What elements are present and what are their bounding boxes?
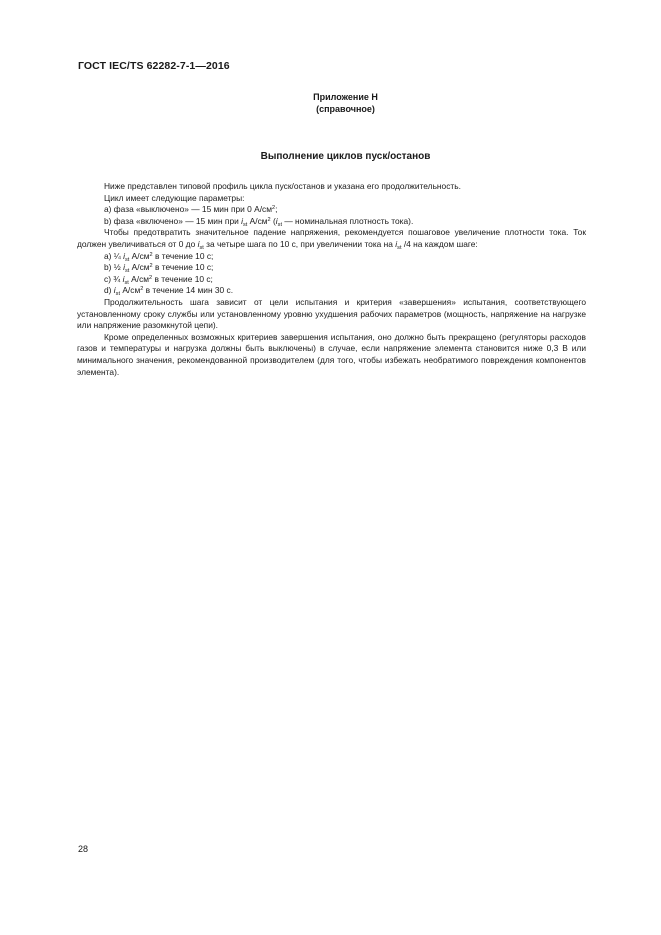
italic-symbol: i [122, 273, 125, 284]
subscript: st [397, 244, 402, 251]
text-run: Чтобы предотвратить значительное падение напряжения, рекомендуется пошаговое увеличение плотности тока. Ток должен увеличиваться от 0 до [77, 227, 586, 249]
text-run: за четыре шага по 10 с, при увеличении тока на [203, 238, 396, 249]
text-run: d) [104, 285, 114, 296]
text-run: c) ¾ [104, 273, 123, 284]
superscript: 2 [149, 263, 153, 270]
paragraph-step-duration: Продолжительность шага зависит от цели испытания и критерия «завершения» испытания, соответствующего установленному сроку службы или установленному уровню ухудшения рабочих параметров (мощность, напряжение на нагрузке или напряжение разомкнутой цепи). [77, 296, 586, 331]
text-run: b) фаза «включено» — 15 мин при [104, 215, 242, 226]
italic-symbol: i [395, 238, 398, 249]
annex-title: Приложение Н [313, 92, 378, 102]
italic-symbol: i [197, 238, 200, 249]
document-code: ГОСТ IEC/TS 62282-7-1—2016 [78, 60, 230, 72]
annex-heading [0, 91, 661, 115]
text-run: ; [275, 204, 278, 215]
text-run: А/см [129, 250, 150, 261]
italic-symbol: i [275, 215, 278, 226]
text-run: а) фаза «выключено» — 15 мин при 0 А/см [104, 204, 272, 215]
superscript: 2 [149, 251, 153, 258]
text-run: ( [270, 215, 276, 226]
paragraph-parameters: Цикл имеет следующие параметры: [104, 192, 245, 203]
text-run: b) ½ [104, 262, 124, 273]
section-title-block [0, 151, 661, 162]
list-item-step-c [77, 274, 586, 286]
paragraph-intro: Ниже представлен типовой профиль цикла пуск/останов и указана его продолжительность. [104, 181, 461, 191]
italic-symbol: i [241, 215, 243, 226]
page-number: 28 [78, 844, 89, 854]
italic-symbol: i [113, 285, 116, 296]
superscript: 2 [267, 216, 271, 223]
text-run: в течение 10 с; [152, 262, 214, 273]
text-run: А/см [128, 273, 150, 284]
text-run: А/см [129, 262, 150, 273]
document-body [77, 181, 586, 378]
superscript: 2 [140, 286, 144, 293]
text-run: в течение 14 мин 30 с. [143, 285, 234, 296]
text-run: /4 на каждом шаге: [401, 238, 478, 249]
subscript: st [124, 279, 129, 286]
text-run: а) ¼ [104, 250, 124, 261]
text-run: в течение 10 с; [152, 273, 213, 284]
list-item-phase-off [77, 204, 586, 216]
text-run: А/см [247, 215, 268, 226]
text-run: А/см [120, 285, 141, 296]
list-item-phase-on [77, 216, 586, 228]
italic-symbol: i [123, 262, 125, 273]
subscript: st [199, 244, 204, 251]
subscript: st [277, 221, 283, 228]
paragraph-termination: Кроме определенных возможных критериев завершения испытания, оно должно быть прекращено (регуляторы расходов газов и температуры и нагрузка должны быть выключены) в случае, если напряжение элемента становится ниже 0,3 В или минимального значения, рекомендованной производителем (для того, чтобы избежать необратимого повреждения компонентов элемента). [77, 331, 586, 377]
superscript: 2 [149, 274, 153, 281]
text-run: — номинальная плотность тока). [282, 215, 414, 226]
annex-subtitle: (справочное) [316, 104, 375, 114]
italic-symbol: i [123, 250, 125, 261]
subscript: st [115, 291, 121, 298]
subscript: st [243, 221, 248, 228]
subscript: st [124, 256, 130, 263]
superscript: 2 [271, 205, 276, 212]
section-title: Выполнение циклов пуск/останов [260, 151, 431, 162]
list-item-step-a [77, 251, 586, 263]
subscript: st [124, 268, 130, 275]
list-item-step-d [77, 285, 586, 297]
list-item-step-b [77, 262, 586, 274]
paragraph-voltage-drop [77, 227, 586, 250]
text-run: в течение 10 с; [152, 250, 214, 261]
